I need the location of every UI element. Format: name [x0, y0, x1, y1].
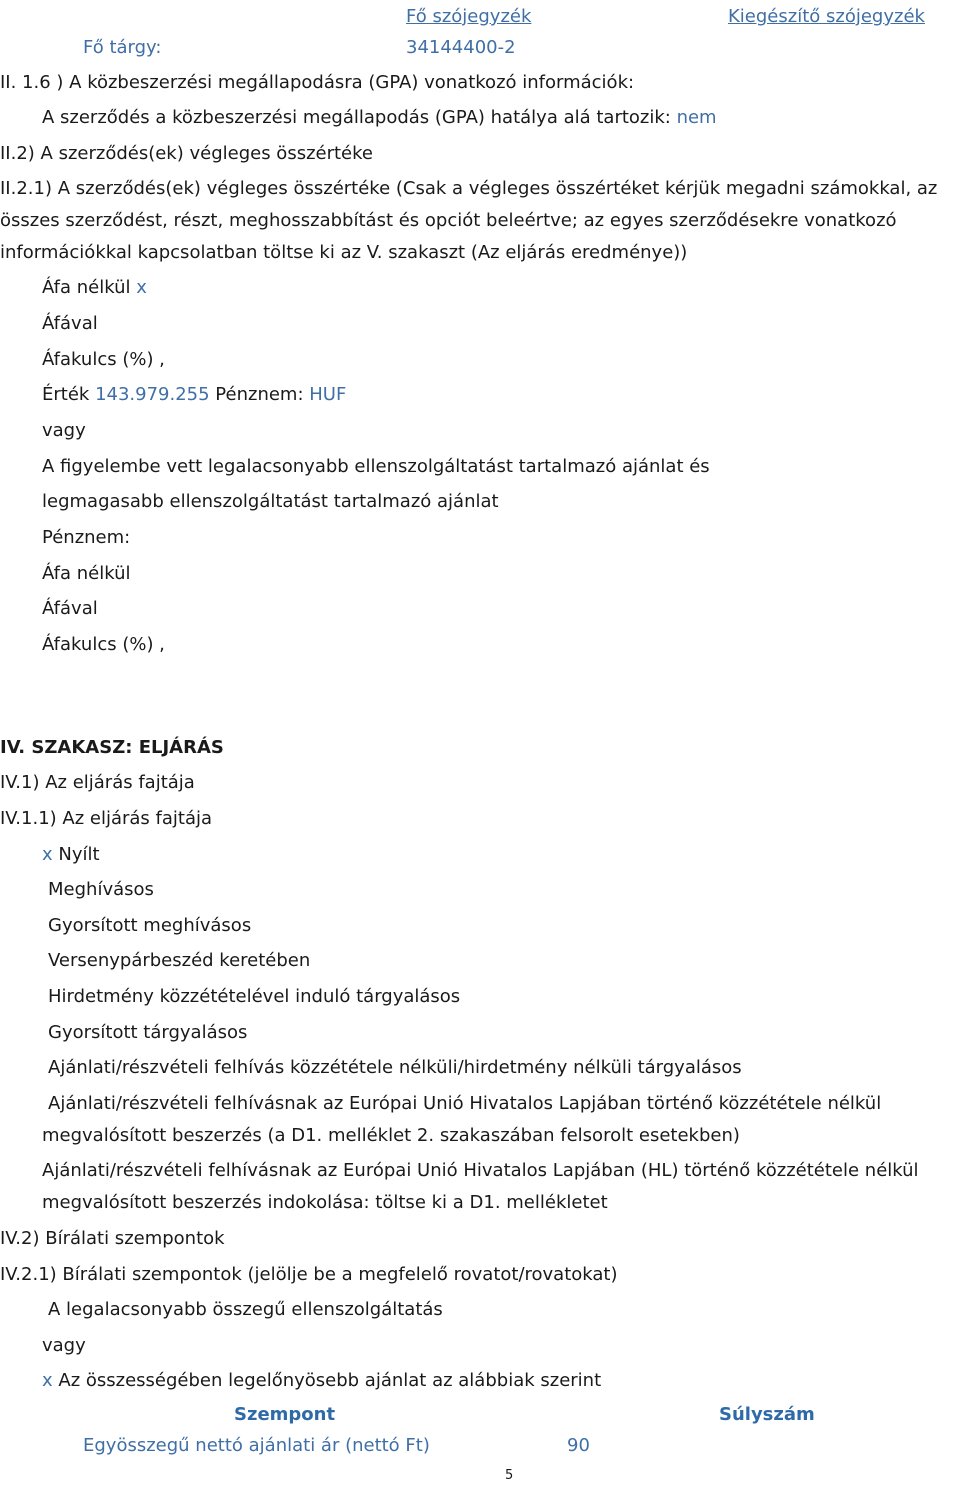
procedure-type-subtitle: IV.1.1) Az eljárás fajtája — [0, 808, 213, 829]
option-ojeu-hl-line1: Ajánlati/részvételi felhívásnak az Európai Unió Hivatalos Lapjában (HL) történő közzététele nélkül — [42, 1160, 919, 1181]
with-vat-label: Áfával — [42, 313, 98, 334]
criteria-col-criterion: Szempont — [234, 1404, 336, 1425]
criteria-or-label: vagy — [42, 1335, 86, 1356]
criteria-col-weight: Súlyszám — [719, 1404, 815, 1425]
or-label: vagy — [42, 420, 86, 441]
value-amount: 143.979.255 — [95, 384, 210, 405]
option-restricted: Meghívásos — [48, 879, 154, 900]
criteria-title: IV.2) Bírálati szempontok — [0, 1228, 225, 1249]
range-without-vat-label: Áfa nélkül — [42, 563, 131, 584]
criteria-row-criterion: Egyösszegű nettó ajánlati ár (nettó Ft) — [83, 1435, 430, 1456]
gpa-statement — [42, 106, 717, 130]
range-line2: legmagasabb ellenszolgáltatást tartalmazó ajánlat — [42, 491, 499, 512]
option-negotiated-without-notice: Ajánlati/részvételi felhívás közzététele nélküli/hirdetmény nélküli tárgyalásos — [48, 1057, 742, 1078]
total-value-desc-line2: összes szerződést, részt, meghosszabbítást és opciót beleértve; az egyes szerződésekre vonatkozó — [0, 210, 897, 231]
criteria-row-weight: 90 — [567, 1435, 590, 1456]
supplementary-vocabulary-link[interactable]: Kiegészítő szójegyzék — [728, 6, 925, 27]
meat-mark: x — [42, 1370, 53, 1391]
option-open — [42, 843, 100, 867]
open-label: Nyílt — [52, 844, 100, 865]
gpa-section-title: II. 1.6 ) A közbeszerzési megállapodásra (GPA) vonatkozó információk: — [0, 72, 635, 93]
procedure-type-title: IV.1) Az eljárás fajtája — [0, 772, 195, 793]
option-ojeu-hl-line2: megvalósított beszerzés indokolása: töltse ki a D1. mellékletet — [42, 1192, 608, 1213]
total-value-desc-line3: információkkal kapcsolatban töltse ki az V. szakaszt (Az eljárás eredménye)) — [0, 242, 688, 263]
option-ojeu-line2: megvalósított beszerzés (a D1. melléklet 2. szakaszában felsorolt esetekben) — [42, 1125, 740, 1146]
vat-rate-label: Áfakulcs (%) , — [42, 349, 165, 370]
without-vat-label: Áfa nélkül — [42, 277, 137, 298]
main-subject-code: 34144400-2 — [406, 37, 516, 58]
option-competitive-dialogue: Versenypárbeszéd keretében — [48, 950, 311, 971]
meat-label: Az összességében legelőnyösebb ajánlat az alábbiak szerint — [52, 1370, 602, 1391]
main-subject-label: Fő tárgy: — [83, 37, 162, 58]
open-mark: x — [42, 844, 53, 865]
without-vat-row — [42, 276, 147, 300]
value-row — [42, 383, 346, 407]
range-with-vat-label: Áfával — [42, 598, 98, 619]
total-value-title: II.2) A szerződés(ek) végleges összértéke — [0, 143, 373, 164]
currency-label: Pénznem: — [209, 384, 310, 405]
without-vat-mark: x — [136, 277, 147, 298]
total-value-desc-line1: II.2.1) A szerződés(ek) végleges összértéke (Csak a végleges összértéket kérjük megadni számokkal, az — [0, 178, 938, 199]
lowest-price-option: A legalacsonyabb összegű ellenszolgáltatás — [48, 1299, 443, 1320]
meat-option — [42, 1369, 601, 1393]
gpa-statement-text: A szerződés a közbeszerzési megállapodás (GPA) hatálya alá tartozik: — [42, 107, 677, 128]
option-negotiated-with-notice: Hirdetmény közzétételével induló tárgyalásos — [48, 986, 461, 1007]
currency-value: HUF — [309, 384, 347, 405]
option-ojeu-line1: Ajánlati/részvételi felhívásnak az Európai Unió Hivatalos Lapjában történő közzététele nélkül — [48, 1093, 882, 1114]
criteria-subtitle: IV.2.1) Bírálati szempontok (jelölje be a megfelelő rovatot/rovatokat) — [0, 1264, 618, 1285]
gpa-answer: nem — [676, 107, 717, 128]
range-line1: A figyelembe vett legalacsonyabb ellenszolgáltatást tartalmazó ajánlat és — [42, 456, 710, 477]
page-number: 5 — [505, 1468, 514, 1483]
section-iv-title: IV. SZAKASZ: ELJÁRÁS — [0, 737, 224, 758]
range-currency-label: Pénznem: — [42, 527, 131, 548]
value-label: Érték — [42, 384, 96, 405]
main-vocabulary-link[interactable]: Fő szójegyzék — [406, 6, 532, 27]
range-vat-rate-label: Áfakulcs (%) , — [42, 634, 165, 655]
option-accelerated-restricted: Gyorsított meghívásos — [48, 915, 252, 936]
option-accelerated-negotiated: Gyorsított tárgyalásos — [48, 1022, 248, 1043]
